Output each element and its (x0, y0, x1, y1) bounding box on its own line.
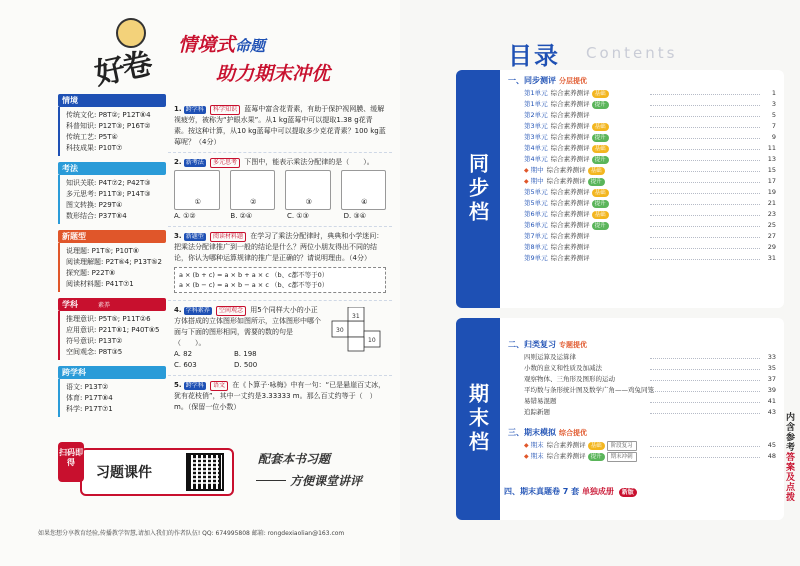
level-badge: 基础 (592, 211, 609, 219)
page-number: 45 (767, 441, 776, 449)
figure-3: ③ (285, 170, 331, 210)
toc-entry[interactable]: 小数的意义和性质及加减法 35 (524, 364, 776, 372)
page-number: 25 (767, 221, 776, 229)
page-number: 39 (767, 386, 776, 394)
level-badge: 基础 (592, 123, 609, 131)
toc-entry[interactable]: 第9单元 综合素养测评 31 (524, 254, 776, 262)
sidebar-row: 探究题: P22T⑧ (66, 269, 116, 277)
page-number: 3 (771, 100, 776, 108)
toc-entry[interactable]: 观察物体、三角形及图形的运动 37 (524, 375, 776, 383)
toc-entry[interactable]: 第1单元 综合素养测评 提升 3 (524, 100, 776, 108)
sidebar-heading: 新题型 (58, 230, 166, 243)
toc-entry[interactable]: 第2单元 综合素养测评 5 (524, 111, 776, 119)
toc-subtitle: Contents (586, 44, 678, 62)
brand-logo (86, 14, 172, 94)
question-4-text: 用5个同样大小的小正方体搭成的立体图形如图所示，立体图形中哪个面与下面的图形相同，需要的数的句是（ ）。 (174, 306, 321, 347)
figure-4: ④ (341, 170, 387, 210)
footer-note: 如果您想分享教育经验,传播教学智慧,请加入我们的作者队伍! QQ: 674995808 邮箱: rongdexiaolian@163.com (38, 530, 345, 537)
toc-entry[interactable]: 第4单元 综合素养测评 基础 11 (524, 144, 776, 152)
page-number: 5 (771, 111, 776, 119)
page-number: 11 (767, 144, 776, 152)
sidebar-row: 推理意识: P5T⑤; P11T②6 (66, 315, 151, 323)
sidebar-heading: 考法 (58, 162, 166, 175)
page-number: 41 (767, 397, 776, 405)
toc-entry[interactable]: 第4单元 综合素养测评 提升 13 (524, 155, 776, 163)
page-number: 37 (767, 375, 776, 383)
handwritten-line-1: 配套本书习题 (258, 452, 331, 466)
scan-badge: 扫码即得 (58, 442, 84, 482)
slogan (178, 30, 330, 86)
courseware-promo (58, 440, 384, 504)
toc-section-4[interactable]: 四、期末真题卷 7 套 单独成册 新版 (504, 486, 637, 497)
page-number: 27 (767, 232, 776, 240)
sidebar-row: 空间观念: P8T③5 (66, 348, 123, 356)
toc-entry[interactable]: 第7单元 综合素养测评 27 (524, 232, 776, 240)
tab-final[interactable]: 期末档 (456, 318, 500, 520)
page-number: 19 (767, 188, 776, 196)
question-1: 1. 跨学科 科学知识 蓝莓中富含花青素，有助于保护视网膜、缓解视疲劳，被称为“护眼水果”。从1 kg蓝莓中可以提取1.38 g花青素。按这种计算，从10 kg蓝莓中可以提取多少克花青素？100 kg蓝莓呢？（4分） (168, 100, 392, 153)
question-4: 4. 学科素养 空间观念 用5个同样大小的小正方体搭成的立体图形如图所示，立体图形中哪个面与下面的图形相同，需要的数的句是（ ）。 A. 82 B. 198 C. 603 D. 500 31 30 10 (168, 301, 392, 376)
qr-code-icon[interactable] (186, 453, 224, 491)
page-number: 17 (767, 177, 776, 185)
level-badge: 基础 (588, 442, 605, 450)
level-badge: 基础 (592, 189, 609, 197)
toc-entry[interactable]: 第3单元 综合素养测评 基础 7 (524, 122, 776, 130)
cube-figure (328, 307, 386, 353)
sidebar-row: 科普知识: P12T③; P16T② (66, 122, 151, 130)
tab-sync[interactable]: 同步档 (456, 70, 500, 308)
slogan-line2: 助力期末冲优 (216, 63, 331, 85)
level-badge: 基础 (592, 90, 609, 98)
page-number: 35 (767, 364, 776, 372)
level-badge: 提升 (592, 101, 609, 109)
level-badge: 提升 (592, 134, 609, 142)
sidebar-heading: 学科 (58, 298, 166, 311)
sidebar-row: 图文转换: P29T④ (66, 201, 123, 209)
page-number: 13 (767, 155, 776, 163)
logo-text: 好卷 (91, 46, 154, 93)
page-number: 31 (767, 254, 776, 262)
sidebar-heading-sub: 素养 (98, 302, 111, 309)
sidebar-row: 体育: P17T⑧4 (66, 394, 113, 402)
toc-entry[interactable]: ◆ 期中 综合素养测评 基础 15 (524, 166, 776, 174)
level-badge: 基础 (588, 167, 605, 175)
sidebar-row: 阅读材料题: P41T⑦1 (66, 280, 134, 288)
toc-entry[interactable]: 第5单元 综合素养测评 提升 21 (524, 199, 776, 207)
sidebar-row: 符号意识: P13T② (66, 337, 123, 345)
question-5-text: 在《卜算子·咏梅》中有一句：“已是悬崖百丈冰，犹有花枝俏”，其中一丈约是3.33333 m。那么百丈约等于（ ）m。（保留一位小数） (174, 381, 386, 411)
sidebar-section-4 (58, 298, 166, 360)
sidebar-row: 说理题: P1T⑤; P10T⑧ (66, 247, 140, 255)
cube-label-1: 31 (352, 313, 360, 320)
question-area (168, 100, 392, 417)
toc-entry[interactable]: 第1单元 综合素养测评 基础 1 (524, 89, 776, 97)
stage-badge: 期末冲刺 (607, 452, 637, 462)
toc-entry[interactable]: 第3单元 综合素养测评 提升 9 (524, 133, 776, 141)
page-number: 15 (767, 166, 776, 174)
sidebar-row: 阅读理解题: P2T⑥4; P13T⑤2 (66, 258, 162, 266)
page-number: 33 (767, 353, 776, 361)
new-badge: 新版 (619, 488, 637, 497)
toc-section-2-heading: 二、归类复习 专题提优 (508, 340, 587, 349)
level-badge: 提升 (588, 453, 605, 461)
level-badge: 提升 (588, 178, 605, 186)
sidebar-section-2 (58, 162, 166, 224)
level-badge: 提升 (592, 156, 609, 164)
page-number: 7 (771, 122, 776, 130)
question-2-options: A. ①② B. ②④ C. ①③ D. ③④ (174, 212, 366, 220)
question-3-text: 在学习了乘法分配律时，典典和小学迷问：把乘法分配律推广到一般的结论是什么？两位小朋友得出不同的结论，你认为哪种运算规律的推广是正确的？请说明理由。（4分） (174, 232, 384, 262)
question-5: 5. 跨学科 语文 在《卜算子·咏梅》中有一句：“已是悬崖百丈冰，犹有花枝俏”，其中一丈约是3.33333 m。那么百丈约等于（ ）m。（保留一位小数） (174, 381, 386, 411)
toc-entry[interactable]: ◆ 期末 综合素养测评 提升 期末冲刺 48 (524, 452, 776, 460)
question-2-figures (174, 170, 386, 210)
sidebar-row: 科技成果: P10T⑦ (66, 144, 123, 152)
page-number: 9 (771, 133, 776, 141)
diamond-icon: ◆ (524, 178, 529, 185)
sidebar-heading: 情境 (58, 94, 166, 107)
slogan-line1-b: 命题 (235, 37, 266, 55)
diamond-icon: ◆ (524, 167, 529, 174)
courseware-box[interactable] (80, 448, 234, 496)
page-number: 48 (767, 452, 776, 460)
toc-entry[interactable]: ◆ 期中 综合素养测评 提升 17 (524, 177, 776, 185)
sidebar-row: 科学: P17T⑦1 (66, 405, 113, 413)
level-badge: 提升 (592, 200, 609, 208)
right-page (400, 0, 800, 566)
sidebar-row: 传统文化: P8T②; P12T⑧4 (66, 111, 151, 119)
page-number: 1 (771, 89, 776, 97)
answer-note: 内含参考答案及点拨 (784, 412, 794, 502)
handwritten-line-2: 方便课堂讲评 (290, 474, 363, 488)
sidebar-row: 传统工艺: P5T④ (66, 133, 118, 141)
toc-entry[interactable]: 易错易混题 41 (524, 397, 776, 405)
question-1-text: 蓝莓中富含花青素，有助于保护视网膜、缓解视疲劳，被称为“护眼水果”。从1 kg蓝莓中可以提取1.38 g花青素。按这种计算，从10 kg蓝莓中可以提取多少克花青素？100 kg蓝莓呢？（4分） (174, 105, 386, 146)
slogan-line1-a: 情境式 (178, 34, 236, 56)
question-2-text: 下图中，能表示乘法分配律的是（ ）。 (244, 158, 374, 166)
toc-entry[interactable]: 第8单元 综合素养测评 29 (524, 243, 776, 251)
question-4-options: A. 82 B. 198 C. 603 D. 500 (174, 350, 258, 369)
page-number: 43 (767, 408, 776, 416)
figure-1: ① (174, 170, 220, 210)
sidebar-heading: 跨学科 (58, 366, 166, 379)
question-2: 2. 新考法 多元思考 下图中，能表示乘法分配律的是（ ）。 ① ② ③ ④ A. ①② B. ②④ C. ①③ D. ③④ (168, 153, 392, 227)
page-number: 23 (767, 210, 776, 218)
sidebar-section-3 (58, 230, 166, 292)
toc-entry[interactable]: 平均数与条形统计图及数学广角——鸡兔同笼 39 (524, 386, 776, 394)
page-number: 29 (767, 243, 776, 251)
courseware-title: 习题课件 (96, 465, 152, 481)
question-3-formulas: a × (b + c) = a × b + a × c （b、c都不等于0） a × (b − c) = a × b − a × c （b、c都不等于0） (174, 267, 386, 293)
figure-2: ② (230, 170, 276, 210)
toc-entry[interactable]: 第6单元 综合素养测评 提升 25 (524, 221, 776, 229)
sidebar-row: 应用意识: P21T⑧1; P40T⑧5 (66, 326, 160, 334)
cube-label-2: 30 (336, 327, 344, 334)
sidebar-section-5 (58, 366, 166, 417)
diamond-icon: ◆ (524, 442, 529, 449)
level-badge: 提升 (592, 222, 609, 230)
toc-section-1-heading: 一、同步测评 分层提优 (508, 76, 587, 85)
diamond-icon: ◆ (524, 453, 529, 460)
question-3: 3. 新题型 阅读材料题 在学习了乘法分配律时，典典和小学迷问：把乘法分配律推广到一般的结论是什么？两位小朋友得出不同的结论，你认为哪种运算规律的推广是正确的？请说明理由。（4分） a × (b + c) = a × b + a × c （b、c都不等于0） a × (b − c) = a × b − a × c （b、c都不等于0） (168, 227, 392, 301)
toc-section-3-heading: 三、期末模拟 综合提优 (508, 428, 587, 437)
sidebar-row: 数形结合: P37T⑧4 (66, 212, 127, 220)
level-badge: 基础 (592, 145, 609, 153)
sidebar-row: 多元思考: P11T③; P14T③ (66, 190, 151, 198)
feature-sidebar (58, 94, 166, 423)
sidebar-row: 语文: P13T② (66, 383, 109, 391)
toc-entry[interactable]: 第6单元 综合素养测评 基础 23 (524, 210, 776, 218)
toc-entry[interactable]: 四则运算及运算律 33 (524, 353, 776, 361)
stage-badge: 阶段复习 (607, 441, 637, 451)
toc-panel-sync (500, 70, 784, 308)
cube-label-3: 10 (368, 337, 376, 344)
page-number: 21 (767, 199, 776, 207)
sidebar-section-1 (58, 94, 166, 156)
toc-title: 目录 (508, 42, 560, 70)
toc-entry[interactable]: ◆ 期末 综合素养测评 基础 阶段复习 45 (524, 441, 776, 449)
sidebar-row: 知识关联: P4T⑦2; P42T③ (66, 179, 151, 187)
toc-entry[interactable]: 追踪新题 43 (524, 408, 776, 416)
toc-entry[interactable]: 第5单元 综合素养测评 基础 19 (524, 188, 776, 196)
